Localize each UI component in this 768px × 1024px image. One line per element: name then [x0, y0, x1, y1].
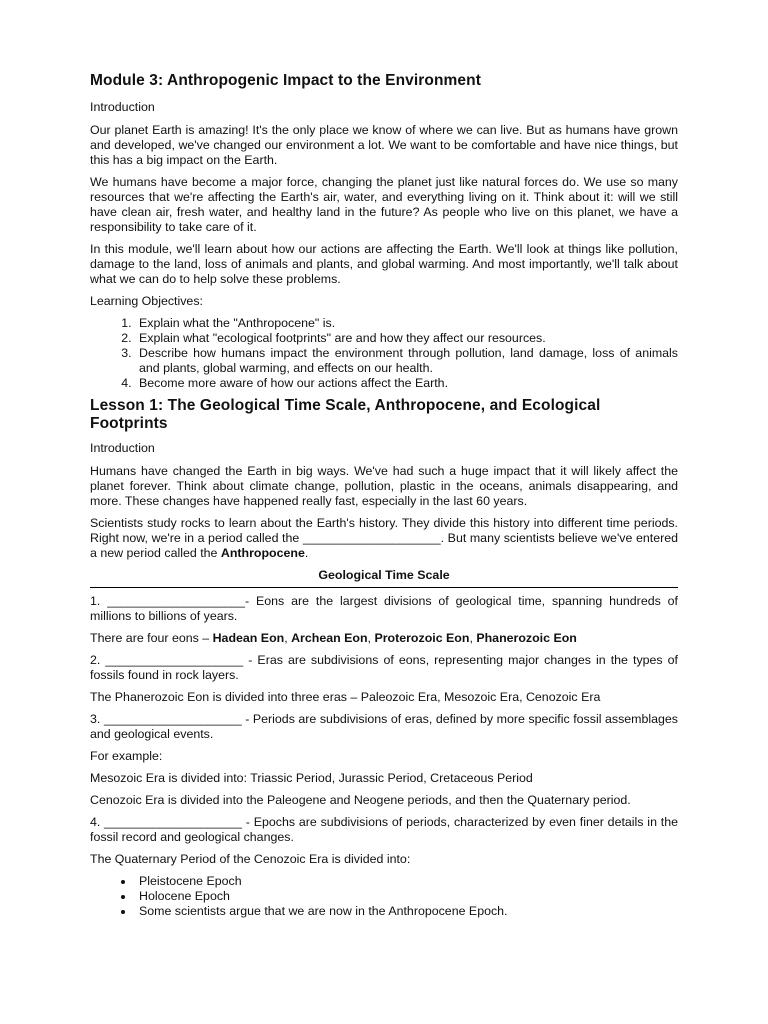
epoch-item: • Holocene Epoch [135, 889, 678, 904]
eon-separator: , [469, 631, 477, 645]
epoch-item: • Some scientists argue that we are now in the Anthropocene Epoch. [135, 904, 678, 919]
period-blank-item: 3. ____________________ - Periods are subdivisions of eras, defined by more specific fossil assemblages and geological events. [90, 712, 678, 741]
lesson-paragraph-1: Humans have changed the Earth in big ways. We've had such a huge impact that it will likely affect the planet forever. Think about climate change, pollution, plastic in the oceans, animals disappearing, and more. These changes have happened really fast, especially in the last 60 years. [90, 464, 678, 508]
eon-separator: , [367, 631, 375, 645]
lesson-paragraph-2-text: Scientists study rocks to learn about the Earth's history. They divide this history into different time periods. Right now, we're in a period called the ____________________. But many scientists believe we've entered a new period called the [90, 516, 678, 560]
eons-line [90, 631, 678, 646]
quaternary-line: The Quaternary Period of the Cenozoic Era is divided into: [90, 852, 411, 866]
epoch-item: • Pleistocene Epoch [135, 874, 678, 889]
epochs-list [90, 874, 678, 919]
geological-time-scale-title: Geological Time Scale [90, 568, 678, 588]
objective-item: 3. Describe how humans impact the environment through pollution, land damage, loss of animals and plants, global warming, and effects on our health. [135, 346, 678, 376]
eras-line: The Phanerozoic Eon is divided into three eras – Paleozoic Era, Mesozoic Era, Cenozoic Era [90, 690, 601, 704]
lesson-intro-label: Introduction [90, 441, 155, 455]
module-title: Module 3: Anthropogenic Impact to the Environment [90, 72, 481, 89]
era-blank-item: 2. ____________________ - Eras are subdivisions of eons, representing major changes in the types of fossils found in rock layers. [90, 653, 678, 682]
eons-prefix: There are four eons – [90, 631, 213, 645]
objective-item: 1. Explain what the "Anthropocene" is. [135, 316, 678, 331]
module-paragraph-3: In this module, we'll learn about how our actions are affecting the Earth. We'll look at things like pollution, damage to the land, loss of animals and plants, and global warming. And most importantly, we'll talk about what we can do to help solve these problems. [90, 242, 678, 286]
for-example-label: For example: [90, 749, 163, 763]
eon-name: Archean Eon [291, 631, 368, 645]
anthropocene-term: Anthropocene [220, 546, 305, 560]
lesson-title: Lesson 1: The Geological Time Scale, Anthropocene, and Ecological Footprints [90, 397, 601, 432]
objectives-list [90, 316, 678, 391]
objective-item: 4. Become more aware of how our actions affect the Earth. [135, 376, 678, 391]
eon-blank-item: 1. ____________________- Eons are the largest divisions of geological time, spanning hundreds of millions to billions of years. [90, 594, 678, 623]
cenozoic-line: Cenozoic Era is divided into the Paleogene and Neogene periods, and then the Quaternary period. [90, 793, 631, 807]
lesson-paragraph-2 [90, 516, 678, 561]
eon-separator: , [284, 631, 292, 645]
eon-name: Phanerozoic Eon [476, 631, 577, 645]
objective-item: 2. Explain what "ecological footprints" are and how they affect our resources. [135, 331, 678, 346]
module-intro-label: Introduction [90, 100, 155, 114]
module-paragraph-2: We humans have become a major force, changing the planet just like natural forces do. We use so many resources that we're affecting the Earth's air, water, and everything living on it. Think about it: will we still have clean air, fresh water, and healthy land in the future? As people who live on this planet, we have a responsibility to take care of it. [90, 175, 678, 234]
mesozoic-line: Mesozoic Era is divided into: Triassic Period, Jurassic Period, Cretaceous Period [90, 771, 533, 785]
eon-name: Hadean Eon [212, 631, 285, 645]
objectives-label: Learning Objectives: [90, 294, 203, 308]
epoch-blank-item: 4. ____________________ - Epochs are subdivisions of periods, characterized by even finer details in the fossil record and geological changes. [90, 815, 678, 844]
lesson-paragraph-2-end: . [304, 546, 309, 560]
module-paragraph-1: Our planet Earth is amazing! It's the only place we know of where we can live. But as humans have grown and developed, we've changed our environment a lot. We want to be comfortable and have nice things, but this has a big impact on the Earth. [90, 123, 678, 167]
eon-name: Proterozoic Eon [374, 631, 470, 645]
